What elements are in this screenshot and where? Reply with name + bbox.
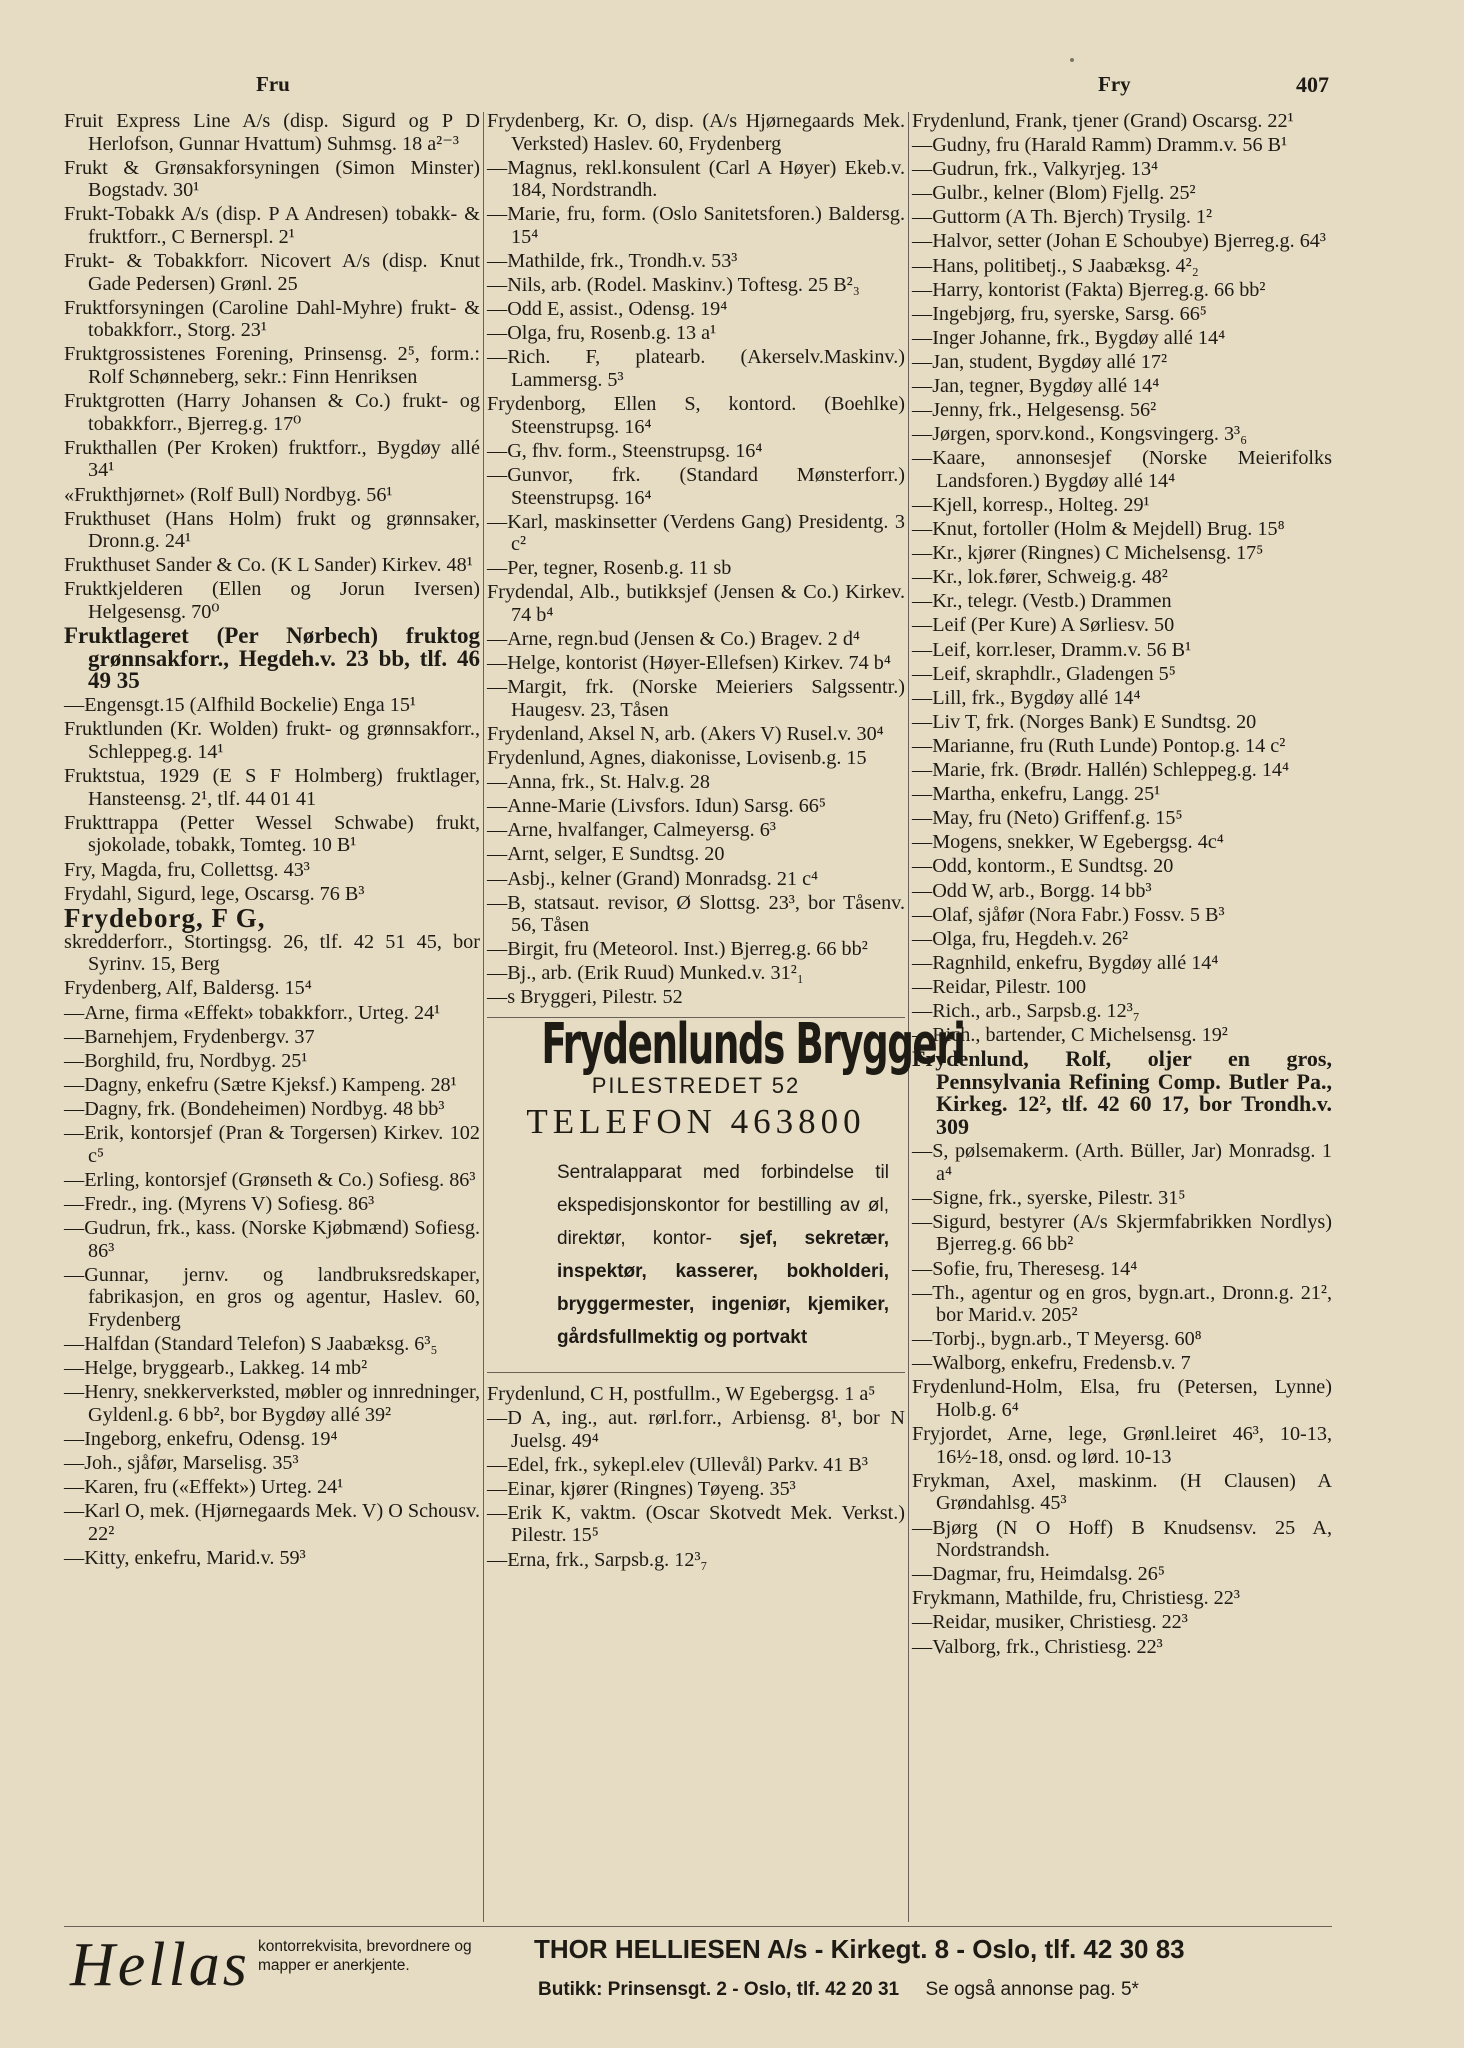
directory-entry: —Birgit, fru (Meteorol. Inst.) Bjerreg.g. 66 bb² (487, 938, 868, 961)
directory-entry: —Gunnar, jernv. og landbruksredskaper, fabrikasjon, en gros og agentur, Haslev. 60, Frydenberg (64, 1263, 480, 1331)
directory-entry: Fruktgrotten (Harry Johansen & Co.) frukt- og tobakkforr., Bjerreg.g. 17⁰ (64, 390, 480, 435)
directory-entry: Frukt & Grønsakforsyningen (Simon Minster) Bogstadv. 30¹ (64, 156, 480, 202)
directory-entry: —Asbj., kelner (Grand) Monradsg. 21 c⁴ (487, 867, 819, 890)
ad-body-intro: Sentralapparat med forbindelse til ekspedisjonskontor for bestilling av øl, direktør, kontor- (557, 1161, 889, 1249)
directory-entry: —S, pølsemakerm. (Arth. Büller, Jar) Monradsg. 1 a⁴ (912, 1140, 1332, 1185)
directory-entry: —Arne, firma «Effekt» tobakkforr., Urteg. 24¹ (64, 1001, 441, 1024)
directory-entry: —Signe, frk., syerske, Pilestr. 31⁵ (912, 1186, 1186, 1209)
ad-title: Frydenlunds Bryggeri (541, 1012, 965, 1078)
directory-entry: —Engensgt.15 (Alfhild Bockelie) Enga 15¹ (64, 694, 416, 717)
directory-entry: skredderforr., Stortingsg. 26, tlf. 42 51 45, bor Syrinv. 15, Berg (64, 930, 480, 976)
column-2-top-entries (487, 110, 905, 1009)
directory-entry: —Kr., kjører (Ringnes) C Michelsensg. 17⁵ (912, 542, 1264, 565)
hellas-logo: Hellas (70, 1931, 250, 1999)
directory-entry: —Edel, frk., sykepl.elev (Ullevål) Parkv. 41 B³ (487, 1453, 868, 1476)
directory-entry: Fryjordet, Arne, lege, Grønl.leiret 46³, 10-13, 16½-18, onsd. og lørd. 10-13 (912, 1423, 1332, 1468)
directory-entry: Frydenlund, Agnes, diakonisse, Lovisenb.g. 15 (487, 747, 867, 770)
directory-entry: Frydenberg, Alf, Baldersg. 15⁴ (64, 977, 312, 1000)
directory-entry: Frydenlund, Rolf, oljer en gros, Pennsylvania Refining Comp. Butler Pa., Kirkeg. 12², tlf. 42 60 17, bor Trondh.v. 309 (912, 1046, 1332, 1139)
directory-entry: Fruktkjelderen (Ellen og Jorun Iversen) Helgesensg. 70⁰ (64, 578, 480, 623)
directory-entry: —Reidar, Pilestr. 100 (912, 975, 1087, 998)
thor-shop-line: Butikk: Prinsensgt. 2 - Oslo, tlf. 42 20 31 (538, 1979, 900, 2000)
directory-entry: —s Bryggeri, Pilestr. 52 (487, 986, 683, 1009)
directory-entry: —Sofie, fru, Theresesg. 14⁴ (912, 1257, 1138, 1280)
directory-entry: Frydenlund-Holm, Elsa, fru (Petersen, Lynne) Holb.g. 6⁴ (912, 1376, 1332, 1422)
hellas-description: kontorrekvisita, brevordnere og mapper er anerkjente. (258, 1938, 472, 1974)
directory-entry: Frykman, Axel, maskinm. (H Clausen) A Grøndahlsg. 45³ (912, 1469, 1332, 1515)
directory-entry: —Walborg, enkefru, Fredensb.v. 7 (912, 1352, 1191, 1375)
directory-entry: —Erna, frk., Sarpsb.g. 12³₇ (487, 1548, 708, 1571)
thor-helliesen-sub (538, 1979, 1139, 2001)
directory-entry: —Kitty, enkefru, Marid.v. 59³ (64, 1546, 306, 1569)
directory-entry: —D A, ing., aut. rørl.forr., Arbiensg. 8¹, bor N Juelsg. 49⁴ (487, 1406, 905, 1452)
directory-entry: —Odd, kontorm., E Sundtsg. 20 (912, 855, 1174, 878)
column-1 (64, 110, 480, 1926)
directory-entry: Frukt- & Tobakkforr. Nicovert A/s (disp. Knut Gade Pedersen) Grønl. 25 (64, 250, 480, 295)
directory-entry: —Kr., lok.fører, Schweig.g. 48² (912, 566, 1168, 589)
directory-entry: —Per, tegner, Rosenb.g. 11 sb (487, 557, 732, 580)
directory-entry: —Gudrun, frk., Valkyrjeg. 13⁴ (912, 158, 1159, 181)
directory-entry: —Odd W, arb., Borgg. 14 bb³ (912, 879, 1152, 902)
directory-entry: —Lill, frk., Bygdøy allé 14⁴ (912, 686, 1141, 709)
directory-entry: —Gulbr., kelner (Blom) Fjellg. 25² (912, 182, 1196, 205)
directory-entry: —May, fru (Neto) Griffenf.g. 15⁵ (912, 807, 1183, 830)
directory-entry: —Karl O, mek. (Hjørnegaards Mek. V) O Schousv. 22² (64, 1500, 481, 1545)
directory-entry: —Odd E, assist., Odensg. 19⁴ (487, 298, 728, 321)
directory-entry: —Helge, bryggearb., Lakkeg. 14 mb² (64, 1356, 368, 1379)
directory-entry: —Kaare, annonsesjef (Norske Meierifolks Landsforen.) Bygdøy allé 14⁴ (912, 447, 1332, 492)
directory-entry: —Rich. F, platearb. (Akerselv.Maskinv.) Lammersg. 5³ (487, 346, 905, 392)
directory-entry: —Magnus, rekl.konsulent (Carl A Høyer) Ekeb.v. 184, Nordstrandh. (487, 156, 905, 202)
directory-entry: —Knut, fortoller (Holm & Mejdell) Brug. 15⁸ (912, 518, 1285, 541)
bryggeri-advertisement (487, 1012, 965, 1373)
ad-address: PILESTREDET 52 (591, 1072, 801, 1098)
directory-entry: —B, statsaut. revisor, Ø Slottsg. 23³, bor Tåsenv. 56, Tåsen (487, 891, 905, 937)
directory-entry: —Jan, tegner, Bygdøy allé 14⁴ (912, 375, 1160, 398)
directory-entry: —Valborg, frk., Christiesg. 22³ (912, 1635, 1163, 1658)
running-head-right: Fry (1098, 72, 1131, 96)
directory-entry: Frydenlund, Frank, tjener (Grand) Oscarsg. 22¹ (912, 110, 1294, 132)
directory-entry: —Dagmar, fru, Heimdalsg. 26⁵ (912, 1563, 1165, 1586)
directory-entry: —Liv T, frk. (Norges Bank) E Sundtsg. 20 (912, 710, 1257, 733)
directory-entry: Frydenlund, C H, postfullm., W Egebergsg. 1 a⁵ (487, 1382, 876, 1405)
directory-entry: —Th., agentur og en gros, bygn.art., Dronn.g. 21², bor Marid.v. 205² (912, 1281, 1332, 1327)
directory-entry: Frydeborg, F G, (64, 902, 266, 933)
directory-entry: —Martha, enkefru, Langg. 25¹ (912, 783, 1161, 806)
directory-entry: —Arne, hvalfanger, Calmeyersg. 6³ (487, 819, 776, 842)
directory-entry: —Guttorm (A Th. Bjerch) Trysilg. 1² (912, 206, 1213, 229)
directory-entry: —Bjørg (N O Hoff) B Knudsensv. 25 A, Nordstrandsh. (912, 1516, 1332, 1562)
directory-entry: —Henry, snekkerverksted, møbler og innredninger, Gyldenl.g. 6 bb², bor Bygdøy allé 39² (64, 1381, 480, 1426)
directory-entry: Fruktlageret (Per Nørbech) fruktog grønnsakforr., Hegdeh.v. 23 bb, tlf. 46 49 35 (64, 623, 480, 694)
directory-entry: —Helge, kontorist (Høyer-Ellefsen) Kirkev. 74 b⁴ (487, 652, 891, 675)
directory-entry: —Sigurd, bestyrer (A/s Skjermfabrikken Nordlys) Bjerreg.g. 66 bb² (912, 1210, 1332, 1256)
directory-entry: Frydenland, Aksel N, arb. (Akers V) Rusel.v. 30⁴ (487, 722, 884, 745)
directory-entry: Frydenberg, Kr. O, disp. (A/s Hjørnegaards Mek. Verksted) Haslev. 60, Frydenberg (487, 110, 905, 155)
directory-entry: —Leif, skraphdlr., Gladengen 5⁵ (912, 662, 1176, 685)
directory-entry: —Erik, kontorsjef (Pran & Torgersen) Kirkev. 102 c⁵ (64, 1122, 480, 1167)
directory-entry: —Anne-Marie (Livsfors. Idun) Sarsg. 66⁵ (487, 795, 826, 818)
directory-entry: —Harry, kontorist (Fakta) Bjerreg.g. 66 bb² (912, 278, 1266, 301)
footer-rule (64, 1926, 1332, 1927)
directory-entry: —Fredr., ing. (Myrens V) Sofiesg. 86³ (64, 1192, 375, 1215)
directory-entry: —Rich., arb., Sarpsb.g. 12³₇ (912, 999, 1140, 1022)
directory-entry: Frukthuset Sander & Co. (K L Sander) Kirkev. 48¹ (64, 554, 473, 577)
directory-entry: —Jenny, frk., Helgesensg. 56² (912, 399, 1157, 422)
directory-entry: —Margit, frk. (Norske Meieriers Salgssentr.) Haugesv. 23, Tåsen (487, 676, 905, 721)
directory-entry: —Leif (Per Kure) A Sørliesv. 50 (912, 614, 1175, 637)
directory-entry: —Rich., bartender, C Michelsensg. 19² (912, 1024, 1228, 1047)
directory-entry: —Nils, arb. (Rodel. Maskinv.) Toftesg. 25 B²₃ (487, 274, 860, 297)
directory-entry: —Torbj., bygn.arb., T Meyersg. 60⁸ (912, 1328, 1202, 1351)
directory-entry: Frukt-Tobakk A/s (disp. P A Andresen) tobakk- & fruktforr., C Bernerspl. 2¹ (64, 203, 480, 248)
directory-entry: —Kr., telegr. (Vestb.) Drammen (912, 590, 1172, 613)
ad-body (487, 1156, 905, 1354)
directory-entry: —Dagny, frk. (Bondeheimen) Nordbyg. 48 bb³ (64, 1097, 445, 1120)
directory-entry: Frukthallen (Per Kroken) fruktforr., Bygdøy allé 34¹ (64, 436, 480, 482)
directory-entry: —Marie, fru, form. (Oslo Sanitetsforen.) Baldersg. 15⁴ (487, 203, 905, 248)
directory-entry: —Reidar, musiker, Christiesg. 22³ (912, 1611, 1188, 1634)
directory-entry: —Halfdan (Standard Telefon) S Jaabæksg. 6³₅ (64, 1332, 438, 1355)
directory-entry: —Erling, kontorsjef (Grønseth & Co.) Sofiesg. 86³ (64, 1168, 476, 1191)
directory-entry: —Gudny, fru (Harald Ramm) Dramm.v. 56 B¹ (912, 134, 1288, 157)
directory-entry: —Karl, maskinsetter (Verdens Gang) Presidentg. 3 c² (487, 510, 905, 556)
directory-entry: Fruktgrossistenes Forening, Prinsensg. 2⁵, form.: Rolf Schønneberg, sekr.: Finn Henriksen (64, 343, 480, 389)
directory-entry: —Anna, frk., St. Halv.g. 28 (487, 771, 710, 794)
directory-entry: Frydahl, Sigurd, lege, Oscarsg. 76 B³ (64, 882, 365, 905)
directory-entry: —Karen, fru («Effekt») Urteg. 24¹ (64, 1475, 344, 1498)
ad-telephone: TELEFON 463800 (526, 1102, 866, 1142)
directory-entry: —Bj., arb. (Erik Ruud) Munked.v. 31²₁ (487, 962, 804, 985)
directory-entry: —Ingebjørg, fru, syerske, Sarsg. 66⁵ (912, 302, 1207, 325)
directory-entry: —Arnt, selger, E Sundtsg. 20 (487, 843, 725, 866)
directory-entry: Frykmann, Mathilde, fru, Christiesg. 22³ (912, 1587, 1240, 1610)
directory-entry: —Jørgen, sporv.kond., Kongsvingerg. 3³₆ (912, 423, 1248, 446)
directory-entry: —Marianne, fru (Ruth Lunde) Pontop.g. 14 c² (912, 734, 1286, 757)
thor-helliesen-ad: THOR HELLIESEN A/s - Kirkegt. 8 - Oslo, tlf. 42 30 83 (534, 1934, 1185, 1964)
directory-entry: —Hans, politibetj., S Jaabæksg. 4²₂ (912, 254, 1199, 277)
directory-entry: Fry, Magda, fru, Collettsg. 43³ (64, 858, 310, 881)
directory-entry: Fruktforsyningen (Caroline Dahl-Myhre) frukt- & tobakkforr., Storg. 23¹ (64, 296, 480, 342)
directory-entry: —Einar, kjører (Ringnes) Tøyeng. 35³ (487, 1477, 796, 1500)
directory-entry: —Joh., sjåfør, Marselisg. 35³ (64, 1451, 299, 1474)
column-3 (912, 110, 1332, 1926)
directory-entry: —Kjell, korresp., Holteg. 29¹ (912, 494, 1150, 516)
directory-entry: —Leif, korr.leser, Dramm.v. 56 B¹ (912, 638, 1192, 661)
directory-entry: —Dagny, enkefru (Sætre Kjeksf.) Kampeng. 28¹ (64, 1073, 457, 1096)
thor-see-also: Se også annonse pag. 5* (925, 1979, 1139, 2000)
ad-body-bold: sjef, sekretær, inspektør, kasserer, bokholderi, bryggermester, ingeniør, kjemiker, gårdsfullmektig og portvakt (557, 1227, 889, 1348)
directory-entry: Frydenborg, Ellen S, kontord. (Boehlke) Steenstrupsg. 16⁴ (487, 393, 905, 438)
directory-entry: —Mathilde, frk., Trondh.v. 53³ (487, 250, 738, 273)
running-head-left: Fru (256, 72, 290, 96)
directory-entry: Fruit Express Line A/s (disp. Sigurd og P D Herlofson, Gunnar Hvattum) Suhmsg. 18 a²⁻³ (64, 110, 480, 155)
directory-entry: —Marie, frk. (Brødr. Hallén) Schleppeg.g. 14⁴ (912, 759, 1290, 782)
directory-entry: Frydendal, Alb., butikksjef (Jensen & Co.) Kirkev. 74 b⁴ (487, 581, 905, 626)
column-rule (483, 112, 484, 1922)
directory-entry: —Borghild, fru, Nordbyg. 25¹ (64, 1049, 308, 1072)
directory-entry: —Barnehjem, Frydenbergv. 37 (64, 1025, 315, 1048)
directory-entry: —Arne, regn.bud (Jensen & Co.) Bragev. 2 d⁴ (487, 628, 860, 651)
directory-entry: Frukthuset (Hans Holm) frukt og grønnsaker, Dronn.g. 24¹ (64, 507, 480, 553)
directory-entry: Fruktlunden (Kr. Wolden) frukt- og grønnsakforr., Schleppeg.g. 14¹ (64, 718, 480, 764)
directory-entry: —Mogens, snekker, W Egebergsg. 4c⁴ (912, 831, 1224, 854)
directory-entry: —Olaf, sjåfør (Nora Fabr.) Fossv. 5 B³ (912, 903, 1225, 926)
directory-entry: —Erik K, vaktm. (Oscar Skotvedt Mek. Verkst.) Pilestr. 15⁵ (487, 1501, 905, 1547)
directory-entry: —Jan, student, Bygdøy allé 17² (912, 350, 1168, 373)
directory-entry: —Olga, fru, Rosenb.g. 13 a¹ (487, 322, 717, 345)
column-2-bottom-entries (487, 1383, 905, 1571)
directory-entry: —Ragnhild, enkefru, Bygdøy allé 14⁴ (912, 951, 1219, 974)
directory-entry: Fruktstua, 1929 (E S F Holmberg) fruktlager, Hansteensg. 2¹, tlf. 44 01 41 (64, 765, 480, 810)
directory-entry: —Gudrun, frk., kass. (Norske Kjøbmænd) Sofiesg. 86³ (64, 1216, 480, 1262)
directory-entry: —Olga, fru, Hegdeh.v. 26² (912, 927, 1129, 950)
column-2 (487, 110, 965, 1926)
print-speck (1070, 58, 1074, 62)
directory-entry: —Inger Johanne, frk., Bygdøy allé 14⁴ (912, 326, 1226, 349)
directory-entry: —Ingeborg, enkefru, Odensg. 19⁴ (64, 1427, 338, 1450)
directory-entry: —Halvor, setter (Johan E Schoubye) Bjerreg.g. 64³ (912, 230, 1326, 253)
directory-entry: —G, fhv. form., Steenstrupsg. 16⁴ (487, 439, 763, 462)
directory-entry: Frukttrappa (Petter Wessel Schwabe) frukt, sjokolade, tobakk, Tomteg. 10 B¹ (64, 811, 480, 857)
page-number: 407 (1296, 72, 1329, 97)
directory-entry: «Frukthjørnet» (Rolf Bull) Nordbyg. 56¹ (64, 483, 393, 506)
directory-entry: —Gunvor, frk. (Standard Mønsterforr.) Steenstrupsg. 16⁴ (487, 463, 905, 509)
